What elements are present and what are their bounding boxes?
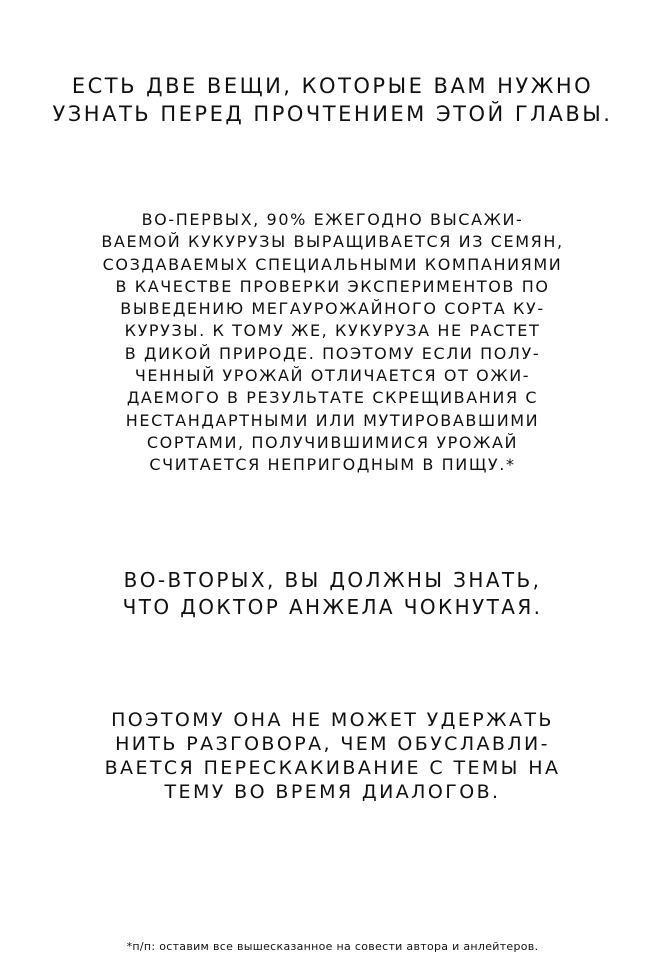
second-point-paragraph — [0, 567, 665, 621]
third-point-paragraph — [0, 708, 665, 804]
second-point-line: ЧТО ДОКТОР АНЖЕЛА ЧОКНУТАЯ. — [122, 595, 543, 619]
third-point-line: ВАЕТСЯ ПЕРЕСКАКИВАНИЕ С ТЕМЫ НА — [104, 757, 561, 779]
intro-line: УЗНАТЬ ПЕРЕД ПРОЧТЕНИЕМ ЭТОЙ ГЛАВЫ. — [52, 102, 613, 126]
first-point-line: ВО-ПЕРВЫХ, 90% ЕЖЕГОДНО ВЫСАЖИ- — [141, 210, 524, 229]
first-point-line: ВЫВЕДЕНИЮ МЕГАУРОЖАЙНОГО СОРТА КУ- — [120, 299, 545, 319]
first-point-line: В ДИКОЙ ПРИРОДЕ. ПОЭТОМУ ЕСЛИ ПОЛУ- — [124, 343, 541, 363]
first-point-line: СОЗДАВАЕМЫХ СПЕЦИАЛЬНЫМИ КОМПАНИЯМИ — [102, 254, 563, 274]
first-point-line: ВАЕМОЙ КУКУРУЗЫ ВЫРАЩИВАЕТСЯ ИЗ СЕМЯН, — [101, 232, 564, 252]
third-point-line: ТЕМУ ВО ВРЕМЯ ДИАЛОГОВ. — [164, 781, 501, 803]
intro-paragraph — [0, 72, 665, 128]
first-point-line: КУРУЗЫ. К ТОМУ ЖЕ, КУКУРУЗА НЕ РАСТЕТ — [124, 321, 541, 341]
third-point-line: ПОЭТОМУ ОНА НЕ МОЖЕТ УДЕРЖАТЬ — [111, 709, 554, 731]
translator-footnote: *п/п: оставим все вышесказанное на совести автора и анлейтеров. — [126, 940, 539, 953]
first-point-line: СОРТАМИ, ПОЛУЧИВШИМИСЯ УРОЖАЙ — [146, 432, 519, 452]
first-point-line: ЧЕННЫЙ УРОЖАЙ ОТЛИЧАЕТСЯ ОТ ОЖИ- — [134, 366, 531, 386]
second-point-line: ВО-ВТОРЫХ, ВЫ ДОЛЖНЫ ЗНАТЬ, — [123, 568, 542, 592]
first-point-line: ДАЕМОГО В РЕЗУЛЬТАТЕ СКРЕЩИВАНИЯ С — [126, 388, 539, 408]
first-point-paragraph — [0, 209, 665, 477]
first-point-line: НЕСТАНДАРТНЫМИ ИЛИ МУТИРОВАВШИМИ — [125, 410, 540, 430]
first-point-line: СЧИТАЕТСЯ НЕПРИГОДНЫМ В ПИЩУ.* — [149, 455, 516, 475]
third-point-line: НИТЬ РАЗГОВОРА, ЧЕМ ОБУСЛАВЛИ- — [115, 733, 550, 755]
intro-line: ЕСТЬ ДВЕ ВЕЩИ, КОТОРЫЕ ВАМ НУЖНО — [71, 74, 594, 98]
first-point-line: В КАЧЕСТВЕ ПРОВЕРКИ ЭКСПЕРИМЕНТОВ ПО — [115, 276, 550, 296]
